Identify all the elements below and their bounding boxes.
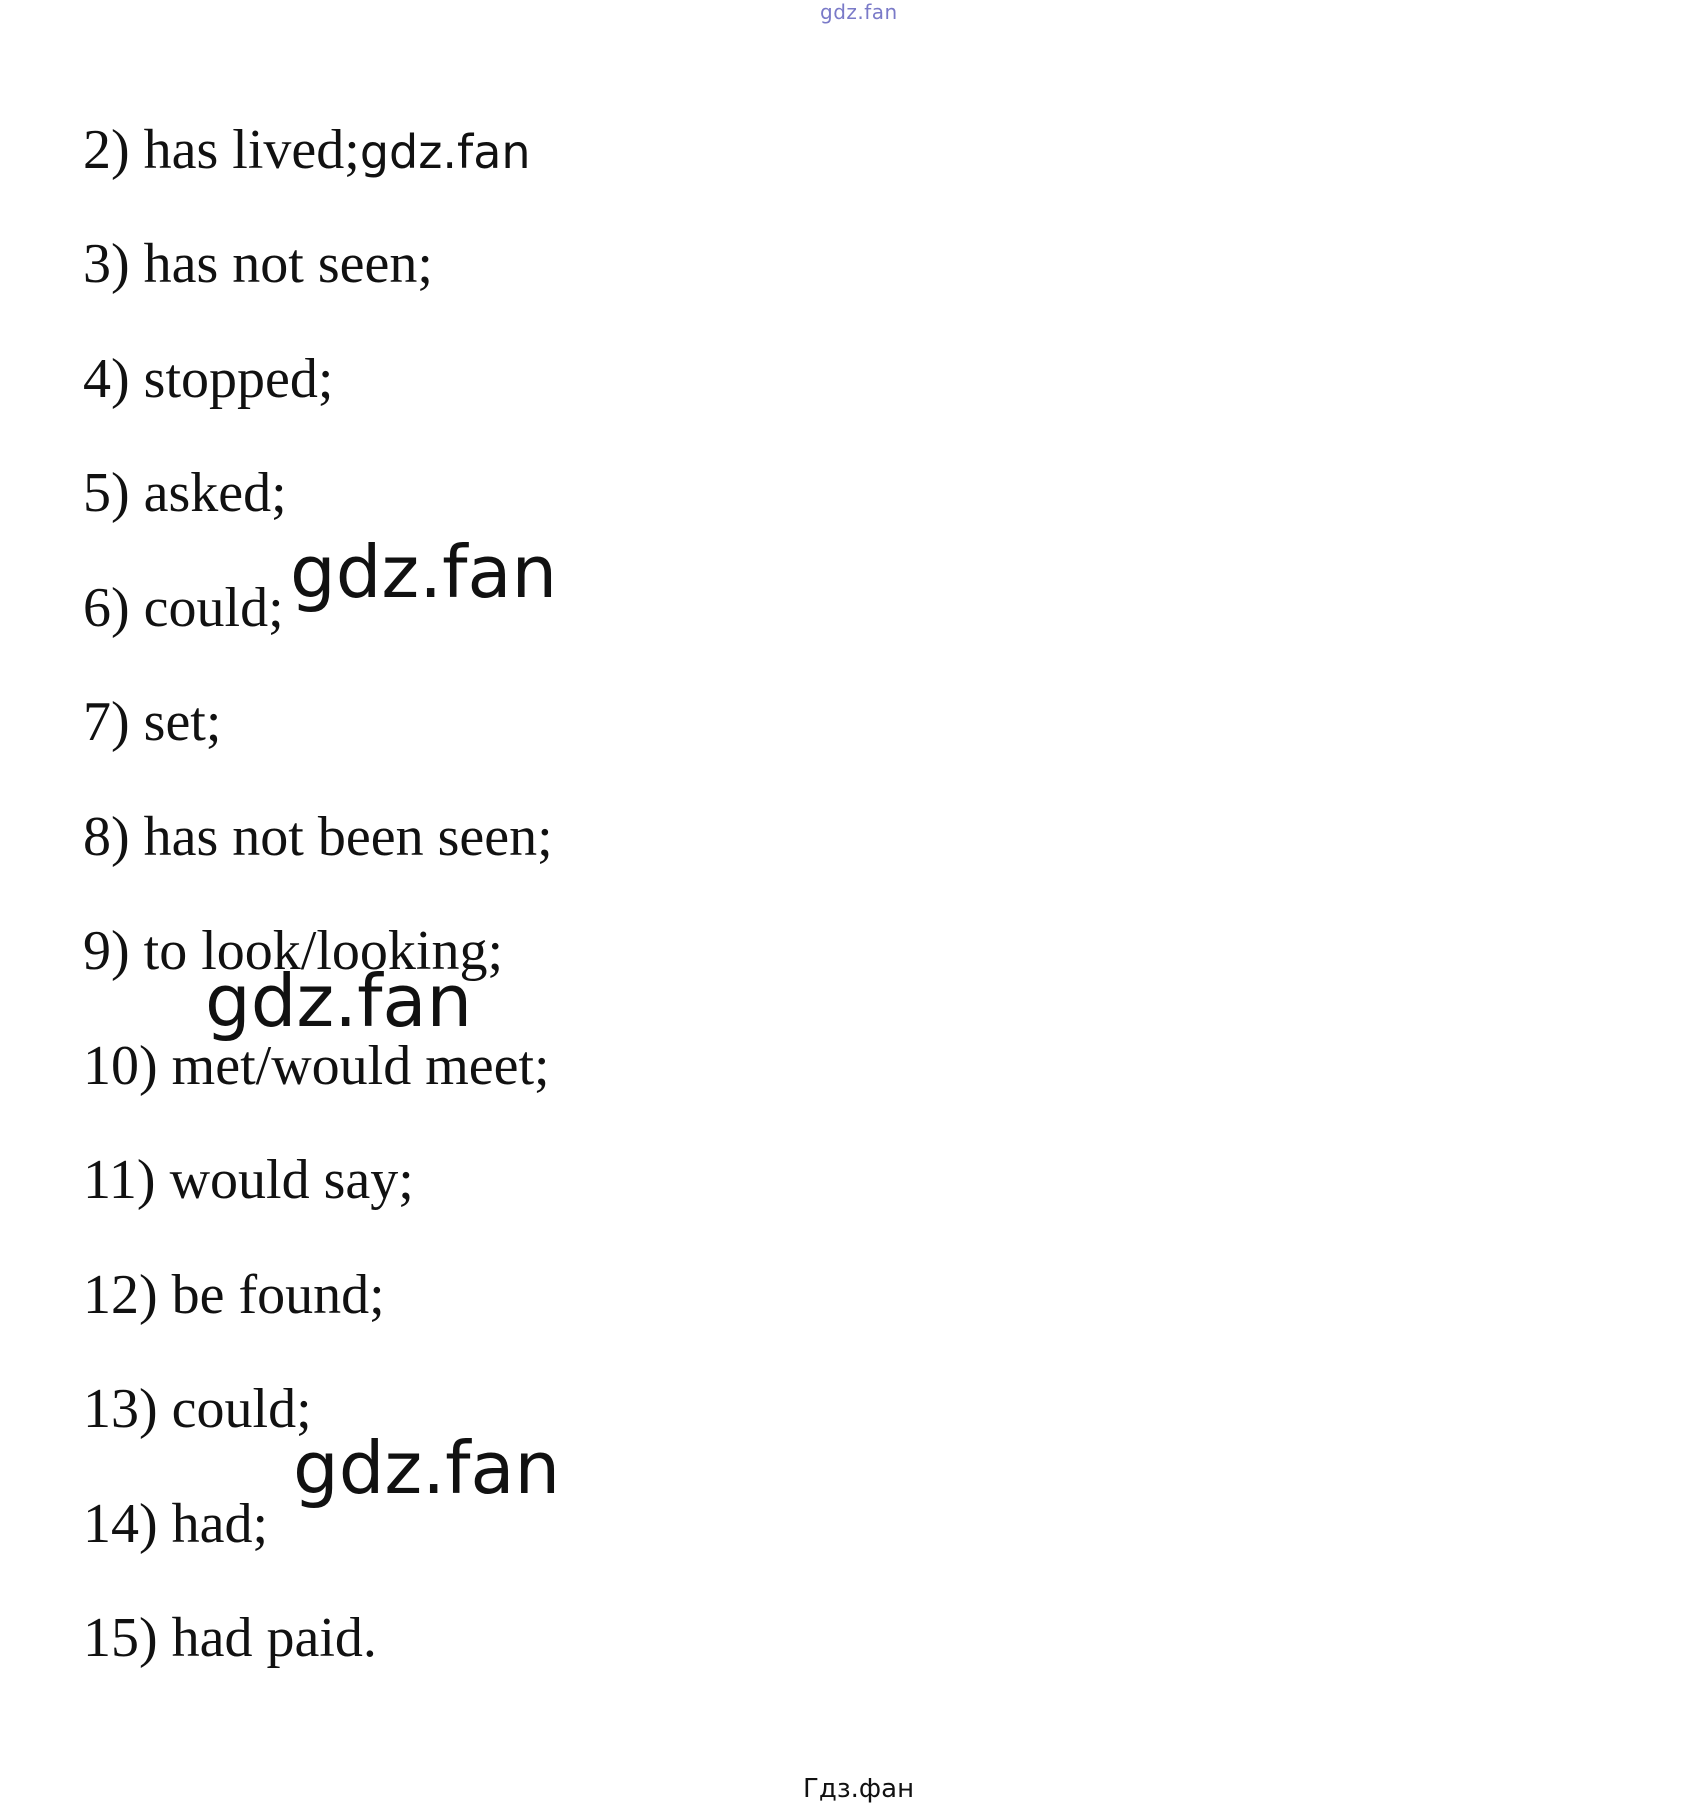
answer-text: could;: [143, 577, 284, 639]
answer-item: [83, 119, 531, 181]
answer-text: has not been seen;: [143, 806, 553, 868]
answer-number: 4): [83, 348, 130, 410]
answer-number: 8): [83, 806, 130, 868]
answer-text: has lived;: [143, 119, 360, 181]
answer-item: [83, 462, 287, 524]
answer-item: [83, 1035, 550, 1097]
answer-number: 11): [83, 1149, 156, 1211]
answer-number: 7): [83, 691, 130, 753]
answer-number: 13): [83, 1378, 158, 1440]
answer-item: [83, 233, 433, 295]
answer-item: [83, 348, 334, 410]
answer-text: stopped;: [143, 348, 334, 410]
answer-text: had paid.: [171, 1607, 377, 1669]
watermark: gdz.fan: [290, 530, 558, 614]
footer-site-mark: Гдз.фан: [803, 1774, 915, 1804]
answer-item: [83, 806, 553, 868]
answer-item: [83, 1149, 414, 1211]
answer-text: would say;: [169, 1149, 414, 1211]
answer-number: 12): [83, 1264, 158, 1326]
answer-item: [83, 1607, 377, 1669]
answer-item: [83, 577, 284, 639]
answer-item: [83, 1378, 312, 1440]
answer-number: 9): [83, 920, 130, 982]
answer-text: has not seen;: [143, 233, 433, 295]
answer-text: had;: [171, 1493, 269, 1555]
inline-site-mark: gdz.fan: [359, 125, 531, 179]
answer-number: 15): [83, 1607, 158, 1669]
answer-number: 14): [83, 1493, 158, 1555]
answer-number: 2): [83, 119, 130, 181]
answer-text: to look/looking;: [143, 920, 504, 982]
answer-text: asked;: [143, 462, 287, 524]
watermark: gdz.fan: [205, 959, 473, 1043]
watermark: gdz.fan: [293, 1426, 561, 1510]
answer-text: could;: [171, 1378, 312, 1440]
answer-item: [83, 1493, 269, 1555]
answer-number: 3): [83, 233, 130, 295]
answer-text: set;: [143, 691, 222, 753]
answer-number: 10): [83, 1035, 158, 1097]
answer-text: met/would meet;: [171, 1035, 550, 1097]
answer-number: 6): [83, 577, 130, 639]
header-site-mark: gdz.fan: [820, 0, 898, 24]
answer-text: be found;: [171, 1264, 385, 1326]
answer-number: 5): [83, 462, 130, 524]
answer-item: [83, 691, 222, 753]
answer-item: [83, 1264, 385, 1326]
